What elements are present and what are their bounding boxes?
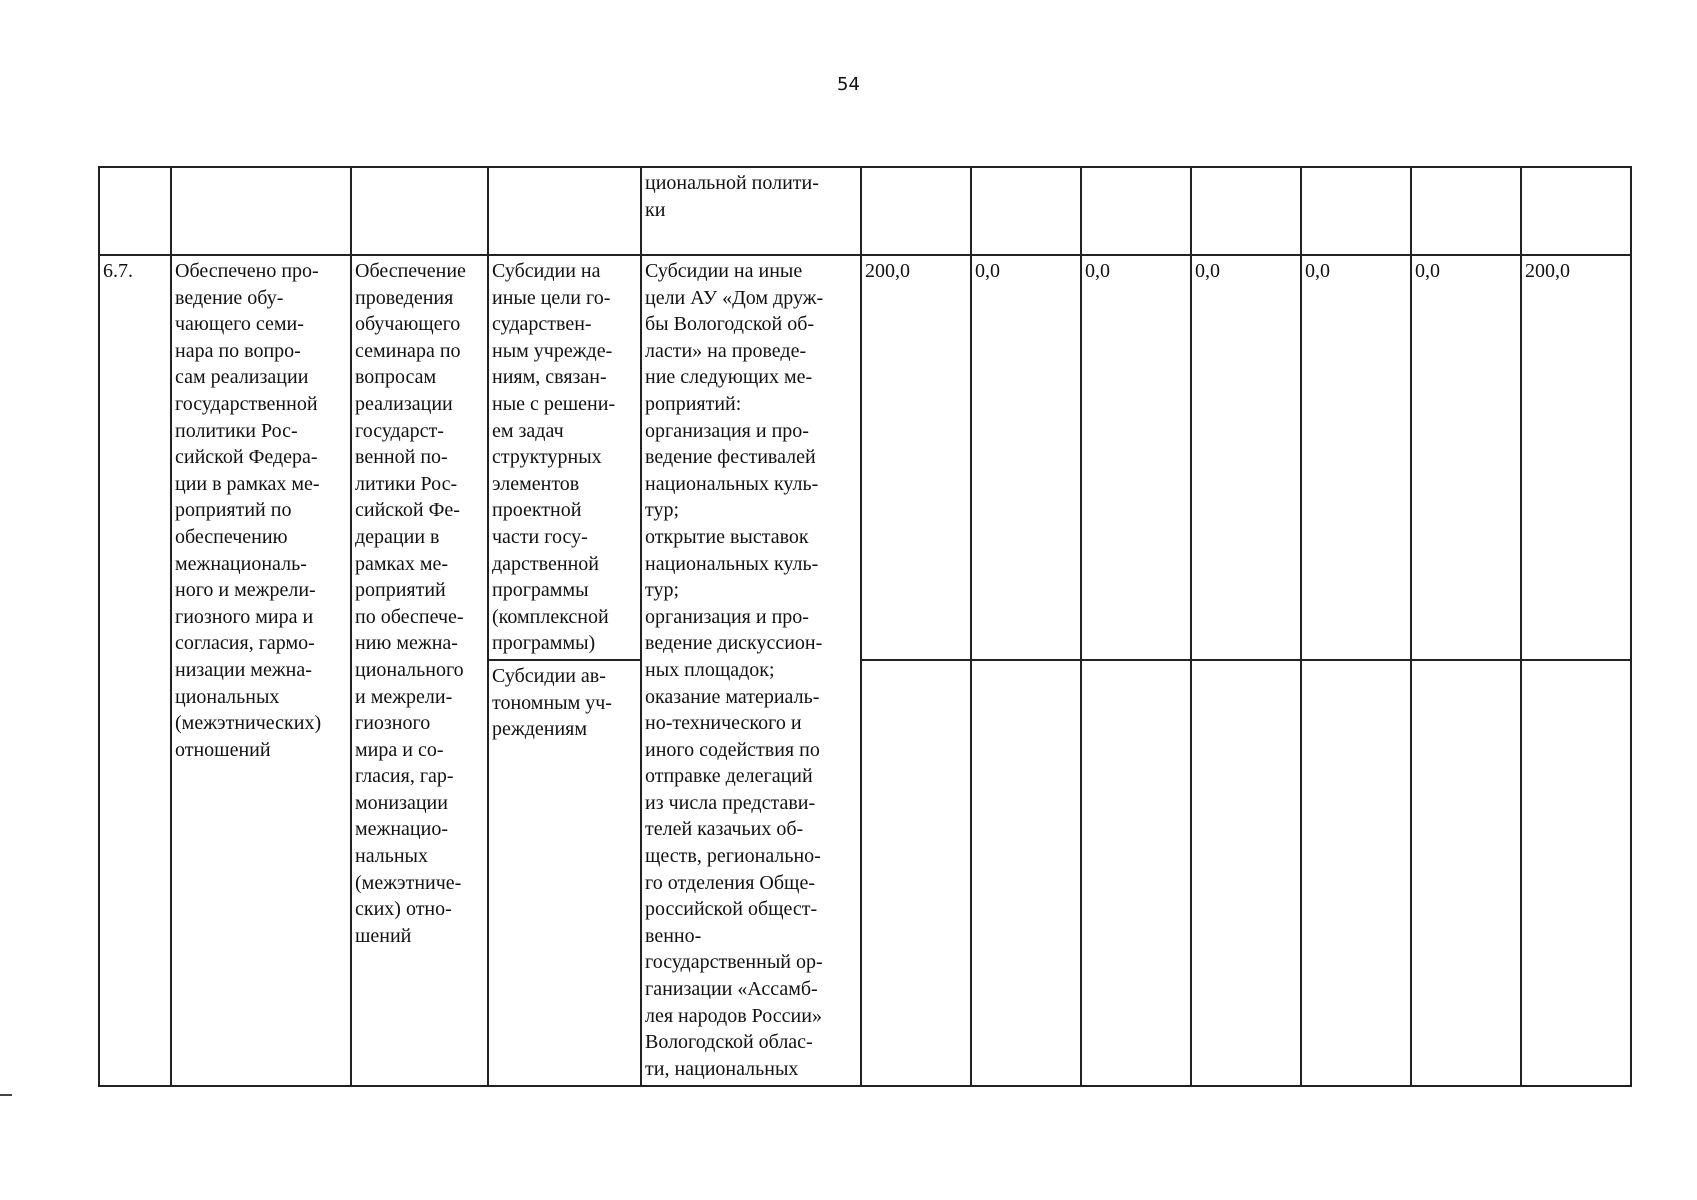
value-cell: 0,0 (1191, 255, 1301, 660)
cell-blank (351, 167, 488, 255)
cell-blank (1411, 660, 1521, 1086)
cell-blank (861, 167, 971, 255)
cell-blank (488, 167, 641, 255)
cell-blank (1411, 167, 1521, 255)
value-cell: 0,0 (1301, 255, 1411, 660)
cell-blank (971, 660, 1081, 1086)
cell-blank (1191, 660, 1301, 1086)
continuation-row (99, 167, 1631, 255)
cell-blank (971, 167, 1081, 255)
subsidy-type-1: Субсидии на иные цели го- сударствен- ным учрежде- ниям, связан- ные с решени- ем задач структурных элементов проектной части госу- дарственной программы (комплексной программы) (488, 255, 641, 660)
continuation-text: циональной полити- ки (641, 167, 861, 255)
budget-table (98, 166, 1632, 1087)
value-cell: 200,0 (861, 255, 971, 660)
value-cell: 0,0 (971, 255, 1081, 660)
page-number: 54 (837, 74, 860, 95)
cell-blank (1301, 660, 1411, 1086)
cell-blank (861, 660, 971, 1086)
subsidy-type-2: Субсидии ав- тономным уч- реждениям (488, 660, 641, 1086)
description-text: Субсидии на иные цели АУ «Дом друж- бы Вологодской об- ласти» на проведе- ние следующих ме- роприятий: организация и про- ведение фестивалей национальных куль- тур; открытие выставок национальных куль- тур; организация и про- ведение дискуссион- ных площадок; оказание материаль- но-технического и иного содействия по отправке делегаций из числа представи- телей казачьих об- ществ, регионально- го отделения Обще- российской общест- венно- государственный ор- ганизации «Ассамб- лея народов России» Вологодской облас- ти, национальных (641, 255, 861, 1086)
row-number: 6.7. (99, 255, 171, 1086)
cell-blank (1521, 660, 1631, 1086)
row-6-7 (99, 255, 1631, 660)
cell-blank (1301, 167, 1411, 255)
margin-mark (0, 1094, 12, 1096)
cell-blank (1081, 660, 1191, 1086)
cell-blank (1191, 167, 1301, 255)
value-cell: 200,0 (1521, 255, 1631, 660)
event-text: Обеспечение проведения обучающего семинара по вопросам реализации государст- венной по- литики Рос- сийской Фе- дерации в рамках ме- роприятий по обеспече- нию межна- ционального и межрели- гиозного мира и со- гласия, гар- монизации межнацио- нальных (межэтниче- ских) отно- шений (351, 255, 488, 1086)
value-cell: 0,0 (1411, 255, 1521, 660)
cell-blank (99, 167, 171, 255)
result-text: Обеспечено про- ведение обу- чающего семи- нара по вопро- сам реализации государственной политики Рос- сийской Федера- ции в рамках ме- роприятий по обеспечению межнациональ- ного и межрели- гиозного мира и согласия, гармо- низации межна- циональных (межэтнических) отношений (171, 255, 351, 1086)
value-cell: 0,0 (1081, 255, 1191, 660)
cell-blank (1081, 167, 1191, 255)
cell-blank (1521, 167, 1631, 255)
cell-blank (171, 167, 351, 255)
